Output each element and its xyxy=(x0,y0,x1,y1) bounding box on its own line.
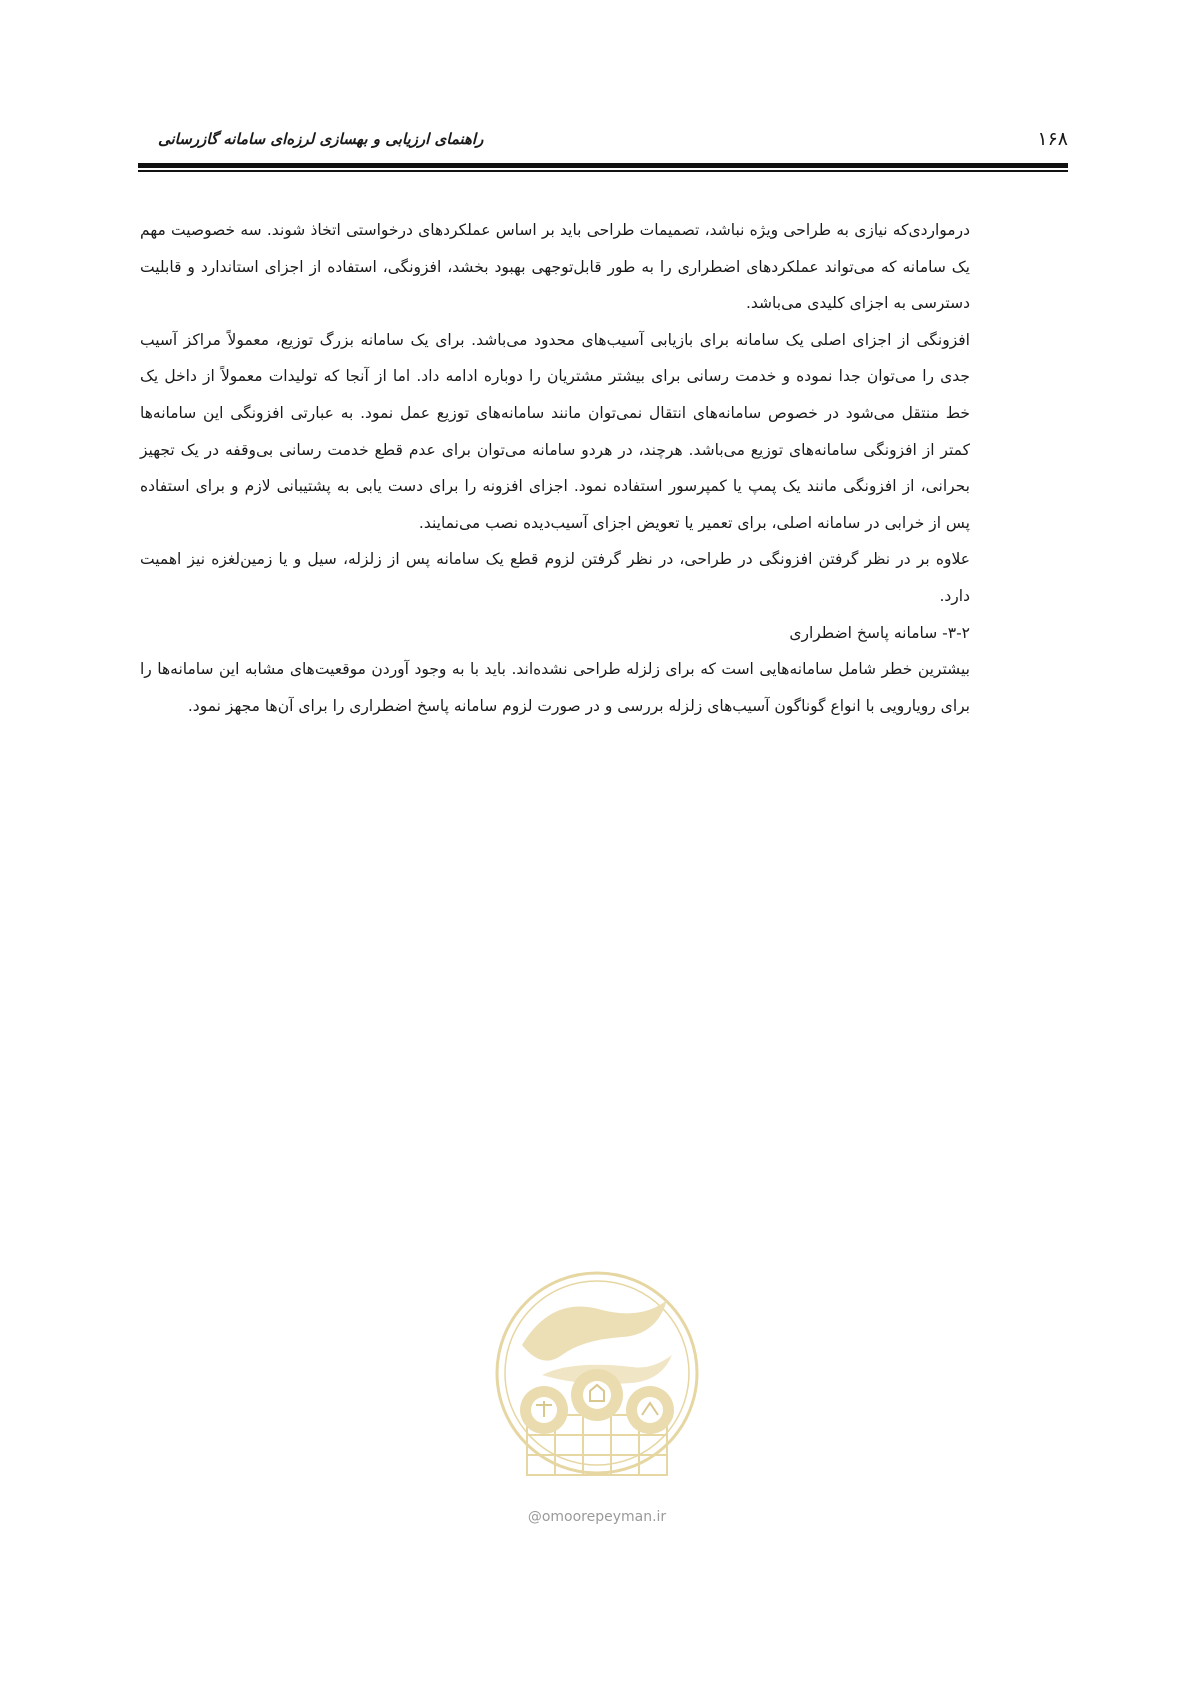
header-rule-thin xyxy=(138,170,1068,172)
watermark-seal-icon xyxy=(482,1255,712,1505)
header-rule-thick xyxy=(138,163,1068,168)
section-heading: ۳-۲- سامانه پاسخ اضطراری xyxy=(789,623,970,642)
paragraph-4: بیشترین خطر شامل سامانه‌هایی است که برای زلزله طراحی نشده‌اند. باید با به وجود آوردن موقعیت‌های مشابه این سامانه‌ها را برای رویارویی با انواع گوناگون آسیب‌های زلزله بررسی و در صورت لزوم سامانه پاسخ اضطراری را برای آن‌ها مجهز نمود. xyxy=(140,660,970,715)
paragraph-2: افزونگی از اجزای اصلی یک سامانه برای بازیابی آسیب‌های محدود می‌باشد. برای یک سامانه بزرگ توزیع، معمولاً مراکز آسیب جدی را می‌توان جدا نموده و خدمت رسانی برای بیشتر مشتریان را دوباره ادامه داد. اما از آنجا که تولیدات معمولاً از داخل یک خط منتقل می‌شود در خصوص سامانه‌های انتقال نمی‌توان مانند سامانه‌های توزیع عمل نمود. به عبارتی افزونگی این سامانه‌ها کمتر از افزونگی سامانه‌های توزیع می‌باشد. هرچند، در هردو سامانه می‌توان برای عدم قطع خدمت رسانی بی‌وقفه در یک تجهیز بحرانی، از افزونگی مانند یک پمپ یا کمپرسور استفاده نمود. اجزای افزونه را برای دست یابی به پشتیبانی لازم و برای استفاده پس از خرابی در سامانه اصلی، برای تعمیر یا تعویض اجزای آسیب‌دیده نصب می‌نمایند. xyxy=(140,330,970,532)
watermark-url: @omoorepeyman.ir xyxy=(527,1509,667,1525)
page-header xyxy=(138,118,1068,158)
paragraph-1: درمواردی‌که نیازی به طراحی ویژه نباشد، تصمیمات طراحی باید بر اساس عملکردهای درخواستی اتخاذ شوند. سه خصوصیت مهم یک سامانه که می‌تواند عملکردهای اضطراری را به طور قابل‌توجهی بهبود بخشد، افزونگی، استفاده از اجزای استاندارد و قابلیت دسترسی به اجزای کلیدی می‌باشد. xyxy=(140,221,970,313)
running-title: راهنمای ارزیابی و بهسازی لرزه‌ای سامانه گازرسانی xyxy=(158,130,484,148)
page-number: ۱۶۸ xyxy=(1037,128,1068,150)
watermark-logo xyxy=(482,1255,712,1535)
body-text xyxy=(140,212,970,724)
paragraph-3: علاوه بر در نظر گرفتن افزونگی در طراحی، در نظر گرفتن لزوم قطع یک سامانه پس از زلزله، سیل و یا زمین‌لغزه نیز اهمیت دارد. xyxy=(140,550,970,605)
